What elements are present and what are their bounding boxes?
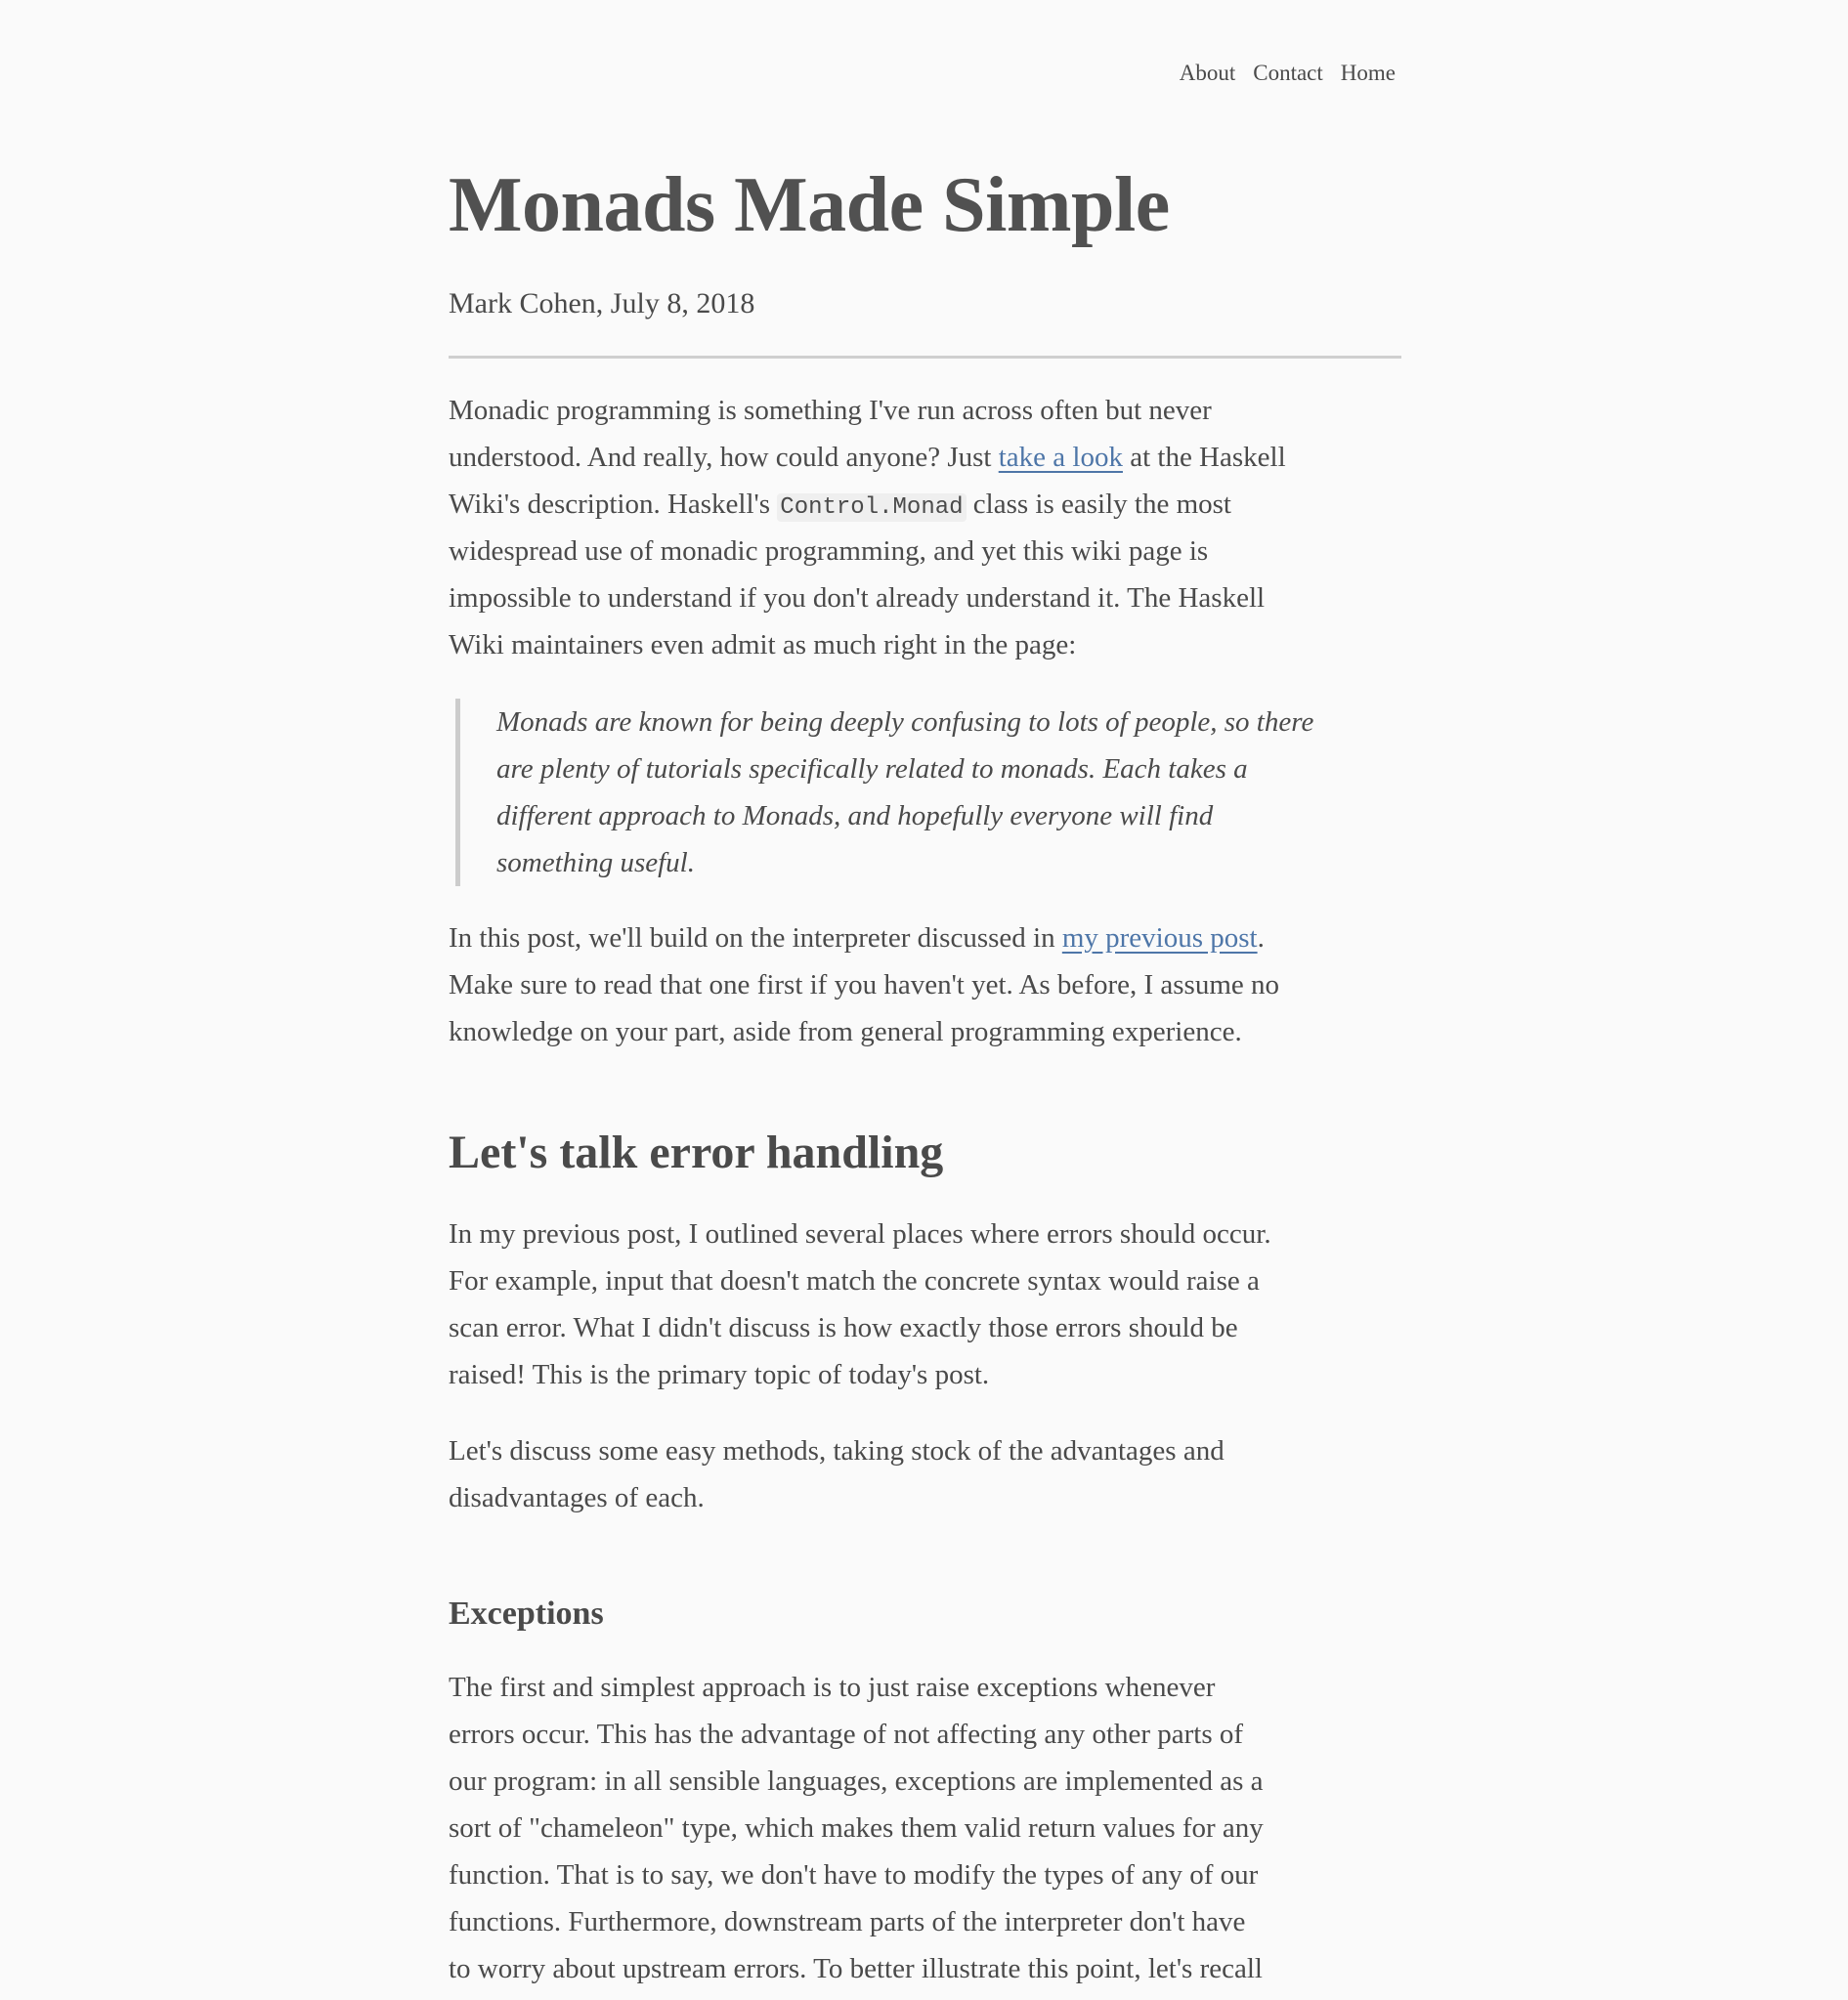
text-line: The first and simplest approach is to just raise exceptions whenever (449, 1672, 1216, 1703)
text-line: knowledge on your part, aside from general programming experience. (449, 1016, 1242, 1047)
text: understood. And really, how could anyone? Just (449, 442, 999, 473)
text-line: our program: in all sensible languages, exceptions are implemented as a (449, 1766, 1264, 1797)
text-line (449, 915, 1426, 961)
nav-home[interactable]: Home (1340, 61, 1396, 85)
subsection-heading: Exceptions (449, 1596, 604, 1632)
section-heading: Let's talk error handling (449, 1127, 944, 1178)
text-line: scan error. What I didn't discuss is how exactly those errors should be (449, 1312, 1238, 1343)
paragraph-errors (449, 1211, 1426, 1398)
text-line: Monadic programming is something I've run across often but never (449, 395, 1212, 426)
text-line: errors occur. This has the advantage of not affecting any other parts of (449, 1719, 1244, 1750)
top-nav (1180, 61, 1396, 86)
quote-line: are plenty of tutorials specifically related to monads. Each takes a (496, 753, 1248, 785)
text-line: function. That is to say, we don't have to modify the types of any of our (449, 1859, 1259, 1891)
text-line (449, 481, 1426, 528)
paragraph-exceptions (449, 1664, 1426, 1992)
byline: Mark Cohen, July 8, 2018 (449, 287, 755, 319)
quote-line: Monads are known for being deeply confusing to lots of people, so there (496, 706, 1314, 738)
page-title: Monads Made Simple (449, 162, 1170, 248)
blockquote (455, 699, 1313, 886)
text: Wiki's description. Haskell's (449, 489, 778, 520)
text: . (1257, 922, 1265, 954)
paragraph-methods (449, 1427, 1426, 1521)
take-a-look-link[interactable]: take a look (998, 442, 1123, 473)
previous-post-link[interactable]: my previous post (1061, 922, 1258, 954)
text-line: to worry about upstream errors. To better illustrate this point, let's recall (449, 1953, 1263, 1984)
text-line: In my previous post, I outlined several places where errors should occur. (449, 1218, 1271, 1250)
quote-line: different approach to Monads, and hopefully everyone will find (496, 800, 1214, 831)
text-line: Wiki maintainers even admit as much right in the page: (449, 629, 1077, 660)
text-line: impossible to understand if you don't already understand it. The Haskell (449, 582, 1266, 614)
text-line: Make sure to read that one first if you haven't yet. As before, I assume no (449, 969, 1280, 1000)
text-line: functions. Furthermore, downstream parts of the interpreter don't have (449, 1906, 1246, 1937)
inline-code: Control.Monad (777, 493, 966, 522)
text-line: raised! This is the primary topic of today's post. (449, 1359, 990, 1390)
text-line: disadvantages of each. (449, 1482, 705, 1513)
quote-line: something useful. (496, 847, 695, 878)
text-line (449, 434, 1426, 481)
text-line: sort of "chameleon" type, which makes them valid return values for any (449, 1812, 1264, 1844)
intro-paragraph (449, 387, 1426, 668)
text: class is easily the most (966, 489, 1231, 520)
nav-contact[interactable]: Contact (1253, 61, 1323, 85)
text: at the Haskell (1122, 442, 1286, 473)
text: In this post, we'll build on the interpreter discussed in (449, 922, 1062, 954)
text-line: widespread use of monadic programming, and yet this wiki page is (449, 535, 1209, 567)
paragraph-previous-post (449, 915, 1426, 1055)
nav-about[interactable]: About (1179, 61, 1236, 85)
divider (449, 356, 1401, 359)
text-line: For example, input that doesn't match the concrete syntax would raise a (449, 1265, 1260, 1297)
text-line: Let's discuss some easy methods, taking stock of the advantages and (449, 1435, 1225, 1467)
